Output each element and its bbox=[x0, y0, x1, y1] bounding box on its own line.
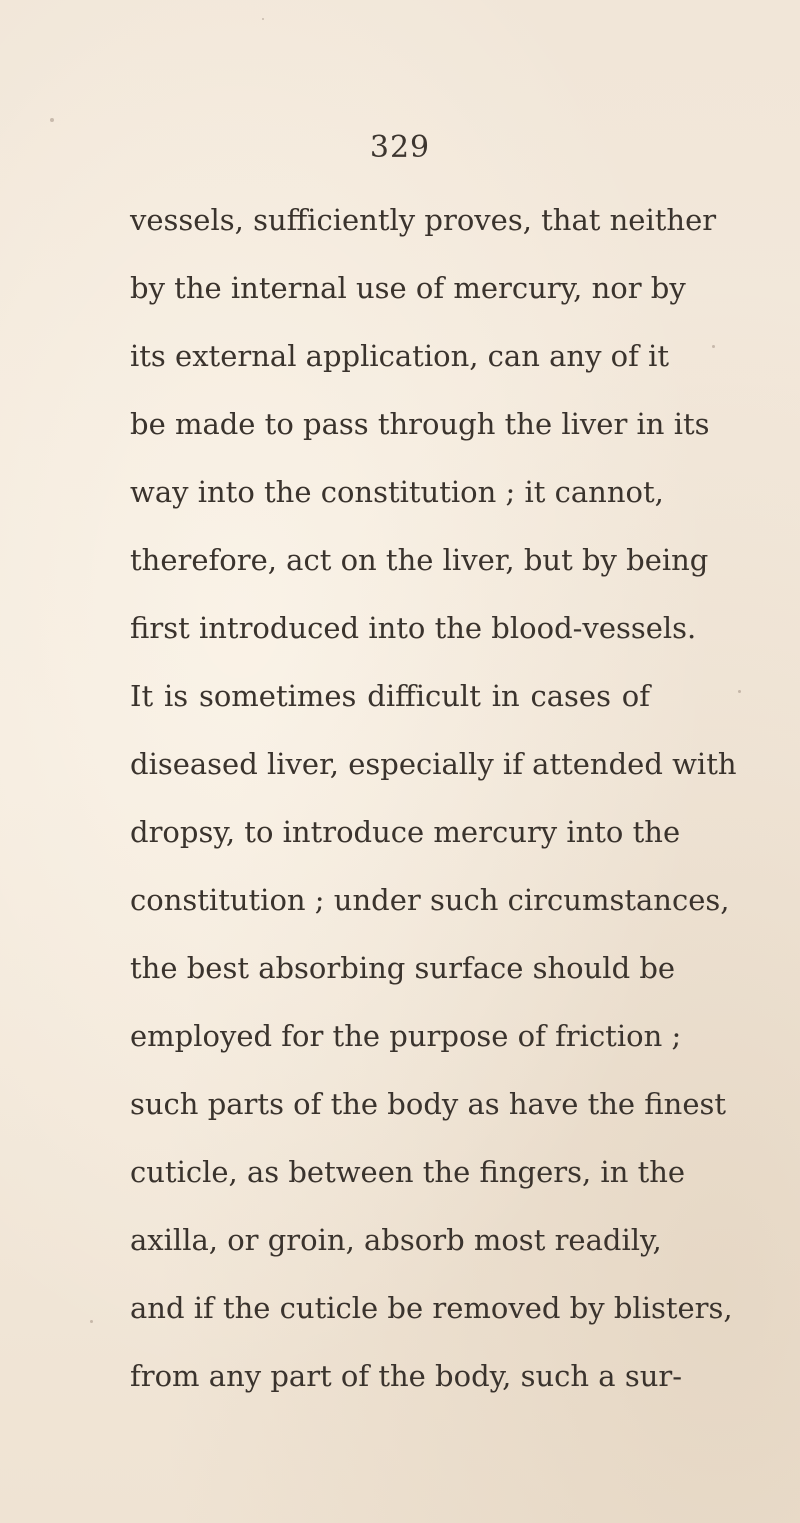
text-line-1: vessels, sufficiently proves, that neither bbox=[130, 203, 717, 237]
body-text bbox=[130, 186, 737, 1410]
text-line-6: therefore, act on the liver, but by being bbox=[130, 543, 709, 577]
paper-speck bbox=[712, 345, 715, 348]
text-line-18: from any part of the body, such a sur- bbox=[130, 1359, 683, 1393]
page-number: 329 bbox=[369, 130, 431, 165]
paper-speck bbox=[50, 118, 54, 122]
text-line-4: be made to pass through the liver in its bbox=[130, 407, 710, 441]
text-line-14: such parts of the body as have the finest bbox=[130, 1087, 727, 1121]
paper-speck bbox=[90, 1320, 93, 1323]
text-line-8: It is sometimes difficult in cases of bbox=[130, 679, 650, 713]
text-line-3: its external application, can any of it bbox=[130, 339, 670, 373]
paper-speck bbox=[738, 690, 741, 693]
text-line-13: employed for the purpose of friction ; bbox=[130, 1019, 682, 1053]
text-line-2: by the internal use of mercury, nor by bbox=[130, 271, 686, 305]
text-line-16: axilla, or groin, absorb most readily, bbox=[130, 1223, 662, 1257]
text-line-15: cuticle, as between the fingers, in the bbox=[130, 1155, 686, 1189]
text-line-17: and if the cuticle be removed by blisters, bbox=[130, 1291, 733, 1325]
text-line-5: way into the constitution ; it cannot, bbox=[130, 475, 664, 509]
text-line-9: diseased liver, especially if attended with bbox=[130, 747, 737, 781]
text-line-12: the best absorbing surface should be bbox=[130, 951, 676, 985]
text-line-7: first introduced into the blood-vessels. bbox=[130, 611, 697, 645]
text-line-11: constitution ; under such circumstances, bbox=[130, 883, 730, 917]
paper-speck bbox=[262, 18, 264, 20]
text-line-10: dropsy, to introduce mercury into the bbox=[130, 815, 681, 849]
